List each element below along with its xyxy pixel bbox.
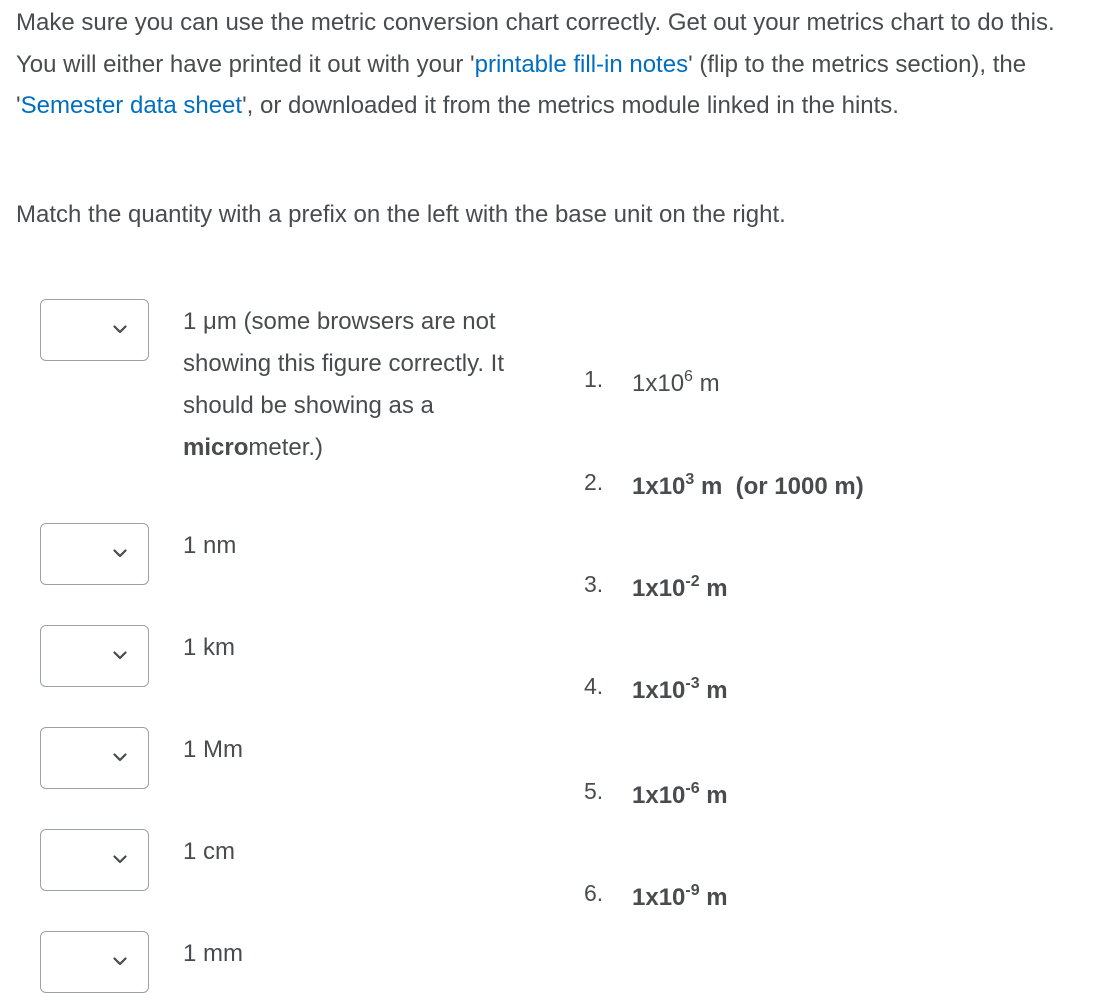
semester-data-sheet-link[interactable]: Semester data sheet [20,92,243,119]
answer-option-1 [584,364,720,404]
prefix-label-nanometer: 1 nm [183,532,237,559]
prefix-label-text: 1 μm (some browsers are not showing this figure correctly. It should be showing as a [183,308,505,419]
answer-option-2 [584,467,864,507]
prefix-label-millimeter: 1 mm [183,940,243,967]
option-number: 2. [584,469,604,495]
match-select-3[interactable] [40,625,149,687]
instructions-line-3: ', or downloaded it from the metrics module linked in the hints. [242,92,899,119]
prefix-label-micrometer [183,301,528,469]
answer-option-3 [584,569,728,609]
option-number: 4. [584,673,604,699]
prefix-label-text: meter.) [248,434,324,461]
option-number: 6. [584,880,604,906]
answer-option-5 [584,776,728,816]
option-value: $1x10^{-3}$ m [632,675,728,704]
option-number: 5. [584,778,604,804]
answer-option-4 [584,671,728,711]
option-value: $1x10^6$ m [632,368,720,397]
prefix-label-kilometer: 1 km [183,634,236,661]
instructions-line-1: Make sure you can use the metric conversion chart correctly. Get out your metrics chart to do this. You will either have printed it out with your ' [16,9,1055,78]
chevron-down-icon [113,753,127,762]
prefix-label-bold: micro [183,434,249,461]
option-value: $1x10^{-9}$ m [632,882,728,911]
match-select-4[interactable] [40,727,149,789]
option-number: 1. [584,366,604,392]
answer-option-6 [584,878,728,918]
match-select-1[interactable] [40,299,149,361]
prefix-label-centimeter: 1 cm [183,838,236,865]
chevron-down-icon [113,855,127,864]
chevron-down-icon [113,651,127,660]
question-prompt: Match the quantity with a prefix on the left with the base unit on the right. [16,201,786,228]
printable-notes-link[interactable]: printable fill-in notes [474,50,689,78]
option-value: $1x10^3$ m (or 1000 m) [632,471,864,500]
option-value: $1x10^{-2}$ m [632,573,728,602]
match-select-2[interactable] [40,523,149,585]
match-select-6[interactable] [40,931,149,993]
option-value: $1x10^{-6}$ m [632,780,728,809]
chevron-down-icon [113,549,127,558]
instructions-text [16,2,1091,127]
chevron-down-icon [113,957,127,966]
option-number: 3. [584,571,604,597]
instructions-line-2: ' (flip to the metrics section), the ' [16,50,1027,119]
match-select-5[interactable] [40,829,149,891]
prefix-label-megameter: 1 Mm [183,736,243,763]
chevron-down-icon [113,325,127,334]
